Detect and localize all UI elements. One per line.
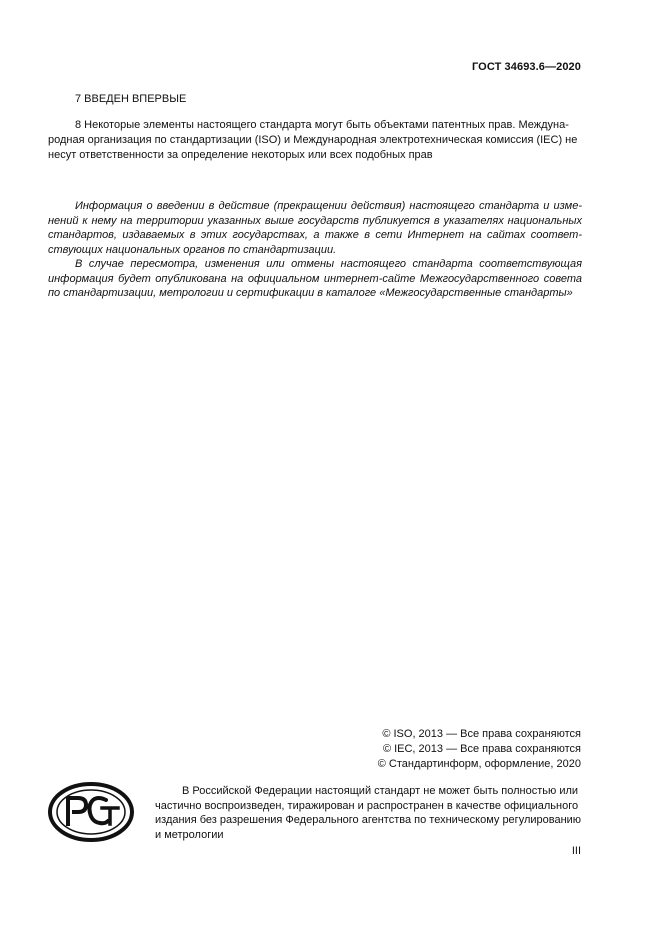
rf-notice-line: В Российской Федерации настоящий стандарт не может быть полностью или	[182, 785, 579, 797]
info-line: Информация о введении в действие (прекращении действия) настоящего стандарта и изме-	[75, 200, 582, 212]
rst-logo-icon	[48, 782, 134, 842]
item-8-line: родная организация по стандартизации (ISO) и Международная электротехническая комиссия (IEC) не	[48, 134, 578, 146]
info-line: информация будет опубликована на официальном интернет-сайте Межгосударственного совета	[48, 272, 582, 285]
info-line: стандартов, издаваемых в этих государствах, а также в сети Интернет на сайтах соответ-	[48, 229, 582, 241]
page-number: III	[571, 845, 581, 857]
rf-notice-line: и метрологии	[155, 828, 224, 841]
item-8-paragraph	[48, 118, 582, 163]
rst-logo	[48, 782, 134, 842]
info-line: по стандартизации, метрологии и сертификации в каталоге «Межгосударственные стандарты»	[48, 287, 573, 299]
standard-code-header: ГОСТ 34693.6—2020	[471, 61, 581, 73]
info-line: В случае пересмотра, изменения или отмены настоящего стандарта соответствующая	[75, 258, 582, 270]
rf-notice-line: издания без разрешения Федерального агентства по техническому регулированию	[155, 814, 582, 826]
info-block	[48, 199, 582, 301]
item-8-line: 8 Некоторые элементы настоящего стандарта могут быть объектами патентных прав. Междуна-	[75, 119, 569, 131]
info-line: нений к нему на территории указанных выше государств публикуется в указателях национальных	[48, 214, 582, 227]
copyright-iso: © ISO, 2013 — Все права сохраняются	[382, 728, 581, 740]
copyright-standartinform: © Стандартинформ, оформление, 2020	[377, 758, 581, 770]
item-7-text: 7 ВВЕДЕН ВПЕРВЫЕ	[75, 93, 187, 105]
item-8-line: несут ответственности за определение некоторых или всех подобных прав	[48, 149, 433, 161]
info-line: ствующих национальных органов по стандартизации.	[48, 243, 337, 256]
rf-notice-line: частично воспроизведен, тиражирован и распространен в качестве официального	[155, 799, 579, 812]
rf-notice	[155, 784, 583, 842]
copyright-iec: © IEC, 2013 — Все права сохраняются	[382, 743, 581, 755]
